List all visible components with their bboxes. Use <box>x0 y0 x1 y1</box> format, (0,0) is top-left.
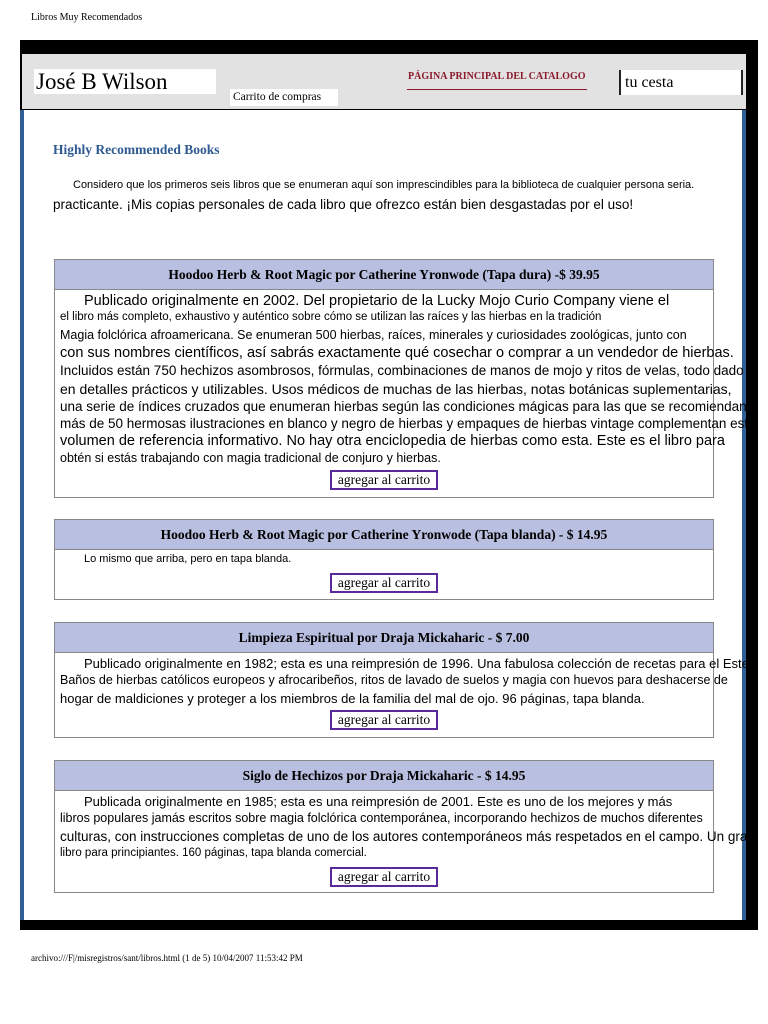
book-heading: Hoodoo Herb & Root Magic por Catherine Yronwode (Tapa dura) -$ 39.95 <box>55 260 713 290</box>
catalog-home-link[interactable]: PÁGINA PRINCIPAL DEL CATALOGO <box>408 71 586 82</box>
description-line: una serie de índices cruzados que enumeran hierbas según las condiciones mágicas para las que se recomiendan, <box>60 399 751 414</box>
catalog-link-underline <box>407 89 587 90</box>
file-path-footer: archivo:///F|/misregistros/sant/libros.html (1 de 5) 10/04/2007 11:53:42 PM <box>31 953 303 963</box>
book-card <box>54 760 755 893</box>
book-description <box>55 653 749 738</box>
description-line: Magia folclórica afroamericana. Se enumeran 500 hierbas, raíces, minerales y curiosidades zoológicas, junto con <box>60 328 687 342</box>
book-description <box>55 290 756 498</box>
description-line: Lo mismo que arriba, pero en tapa blanda. <box>84 553 292 565</box>
book-heading: Siglo de Hechizos por Draja Mickaharic - $ 14.95 <box>55 761 713 791</box>
description-line: hogar de maldiciones y proteger a los miembros de la familia del mal de ojo. 96 páginas, tapa blanda. <box>60 691 645 706</box>
book-description <box>55 791 755 893</box>
intro-line-2: practicante. ¡Mis copias personales de cada libro que ofrezco están bien desgastadas por el uso! <box>53 197 634 212</box>
description-line: Baños de hierbas católicos europeos y afrocaribeños, ritos de lavado de suelos y magia con huevos para deshacerse de <box>60 673 728 687</box>
page-title: Libros Muy Recomendados <box>31 12 143 23</box>
basket-button[interactable]: tu cesta <box>619 70 743 95</box>
section-title: Highly Recommended Books <box>53 142 220 157</box>
book-card <box>54 622 749 738</box>
intro-line-1: Considero que los primeros seis libros que se enumeran aquí son imprescindibles para la biblioteca de cualquier persona seria. <box>73 179 695 191</box>
description-line: con sus nombres científicos, así sabrás exactamente qué cosechar o comprar a un vendedor de hierbas. <box>60 345 734 361</box>
add-to-cart-button[interactable]: agregar al carrito <box>330 867 438 887</box>
description-line: libros populares jamás escritos sobre magia folclórica contemporánea, incorporando hechizos de muchos diferentes <box>60 811 703 825</box>
description-line: obtén si estás trabajando con magia tradicional de conjuro y hierbas. <box>60 451 441 465</box>
shopping-cart-link[interactable]: Carrito de compras <box>230 89 338 106</box>
add-to-cart-button[interactable]: agregar al carrito <box>330 470 438 490</box>
description-line: libro para principiantes. 160 páginas, tapa blanda comercial. <box>60 847 367 859</box>
book-card <box>54 519 714 600</box>
book-card <box>54 259 756 498</box>
book-heading: Hoodoo Herb & Root Magic por Catherine Yronwode (Tapa blanda) - $ 14.95 <box>55 520 713 550</box>
description-line: Publicada originalmente en 1985; esta es una reimpresión de 2001. Este es uno de los mejores y más <box>84 794 673 809</box>
author-name: José B Wilson <box>34 69 216 94</box>
description-line: culturas, con instrucciones completas de uno de los autores contemporáneos más respetados en el campo. Un gran <box>60 829 755 844</box>
book-description <box>55 550 713 600</box>
description-line: Publicado originalmente en 1982; esta es una reimpresión de 1996. Una fabulosa colección de recetas para el Este <box>84 656 749 671</box>
description-line: volumen de referencia informativo. No hay otra enciclopedia de hierbas como esta. Este es el libro para <box>60 433 725 449</box>
add-to-cart-button[interactable]: agregar al carrito <box>330 710 438 730</box>
description-line: Publicado originalmente en 2002. Del propietario de la Lucky Mojo Curio Company viene el <box>84 293 670 309</box>
description-line: en detalles prácticos y utilizables. Usos médicos de muchas de las hierbas, notas botánicas suplementarias, <box>60 381 732 397</box>
description-line: el libro más completo, exhaustivo y auténtico sobre cómo se utilizan las raíces y las hierbas en la tradición <box>60 311 602 323</box>
add-to-cart-button[interactable]: agregar al carrito <box>330 573 438 593</box>
description-line: Incluidos están 750 hechizos asombrosos, fórmulas, combinaciones de manos de mojo y ritos de velas, todo dado <box>60 363 744 378</box>
description-line: más de 50 hermosas ilustraciones en blanco y negro de hierbas y empaques de hierbas vintage complementan este <box>60 416 756 431</box>
book-heading: Limpieza Espiritual por Draja Mickaharic - $ 7.00 <box>55 623 713 653</box>
